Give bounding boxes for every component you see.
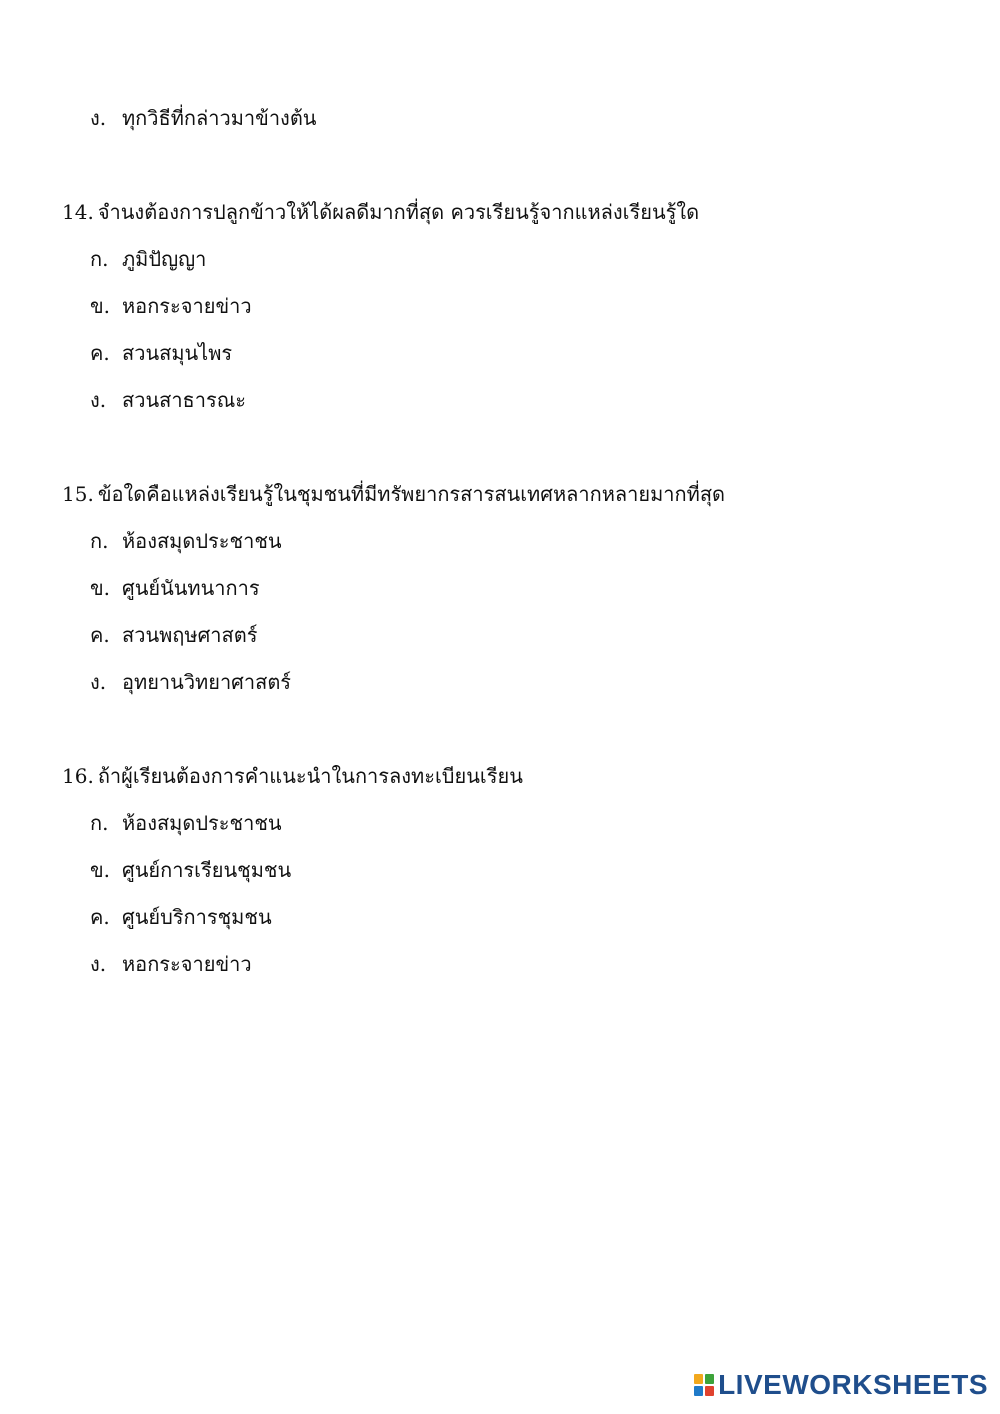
option-text: ศูนย์นันทนาการ — [122, 576, 260, 600]
option-letter: ข. — [90, 294, 111, 318]
option-text: ทุกวิธีที่กล่าวมาข้างต้น — [122, 106, 317, 130]
option-text: สวนพฤษศาสตร์ — [122, 623, 258, 647]
option-letter: ก. — [90, 529, 109, 553]
question-16 — [62, 762, 523, 790]
logo-text: LIVEWORKSHEETS — [718, 1369, 988, 1400]
logo-tile — [694, 1374, 703, 1384]
option-letter: ค. — [90, 623, 110, 647]
question-14 — [62, 198, 699, 226]
question-number: 16. — [62, 764, 94, 788]
logo-tile — [705, 1374, 714, 1384]
option-15-d — [90, 668, 291, 696]
option-16-a — [90, 809, 282, 837]
option-text: หอกระจายข่าว — [122, 294, 252, 318]
option-letter: ค. — [90, 341, 110, 365]
option-text: ห้องสมุดประชาชน — [122, 529, 282, 553]
option-16-c — [90, 903, 272, 931]
option-16-d — [90, 950, 252, 978]
option-15-c — [90, 621, 257, 649]
option-letter: ง. — [90, 952, 107, 976]
option-14-a — [90, 245, 206, 273]
option-letter: ข. — [90, 576, 111, 600]
option-letter: ข. — [90, 858, 111, 882]
option-15-b — [90, 574, 260, 602]
option-text: ศูนย์บริการชุมชน — [122, 905, 272, 929]
logo-tile — [705, 1386, 714, 1396]
option-letter: ง. — [90, 388, 107, 412]
option-letter: ก. — [90, 247, 109, 271]
option-text: ภูมิปัญญา — [122, 247, 207, 271]
option-text: อุทยานวิทยาศาสตร์ — [122, 670, 292, 694]
question-number: 14. — [62, 200, 94, 224]
question-15 — [62, 480, 725, 508]
option-letter: ง. — [90, 670, 107, 694]
question-text: ข้อใดคือแหล่งเรียนรู้ในชุมชนที่มีทรัพยากรสารสนเทศหลากหลายมากที่สุด — [97, 482, 726, 506]
logo-tiles-icon — [694, 1374, 714, 1396]
option-14-c — [90, 339, 232, 367]
option-text: สวนสาธารณะ — [122, 388, 247, 412]
liveworksheets-logo — [694, 1370, 988, 1400]
option-text: สวนสมุนไพร — [122, 341, 233, 365]
option-15-a — [90, 527, 282, 555]
question-text: ถ้าผู้เรียนต้องการคำแนะนำในการลงทะเบียนเรียน — [97, 764, 523, 788]
option-16-b — [90, 856, 291, 884]
logo-tile — [694, 1386, 703, 1396]
option-letter: ง. — [90, 106, 107, 130]
option-letter: ค. — [90, 905, 110, 929]
option-text: ห้องสมุดประชาชน — [122, 811, 282, 835]
option-13-d — [90, 104, 316, 132]
option-14-d — [90, 386, 246, 414]
option-letter: ก. — [90, 811, 109, 835]
question-text: จำนงต้องการปลูกข้าวให้ได้ผลดีมากที่สุด ควรเรียนรู้จากแหล่งเรียนรู้ใด — [97, 200, 700, 224]
option-text: หอกระจายข่าว — [122, 952, 252, 976]
option-text: ศูนย์การเรียนชุมชน — [122, 858, 292, 882]
question-number: 15. — [62, 482, 94, 506]
option-14-b — [90, 292, 252, 320]
